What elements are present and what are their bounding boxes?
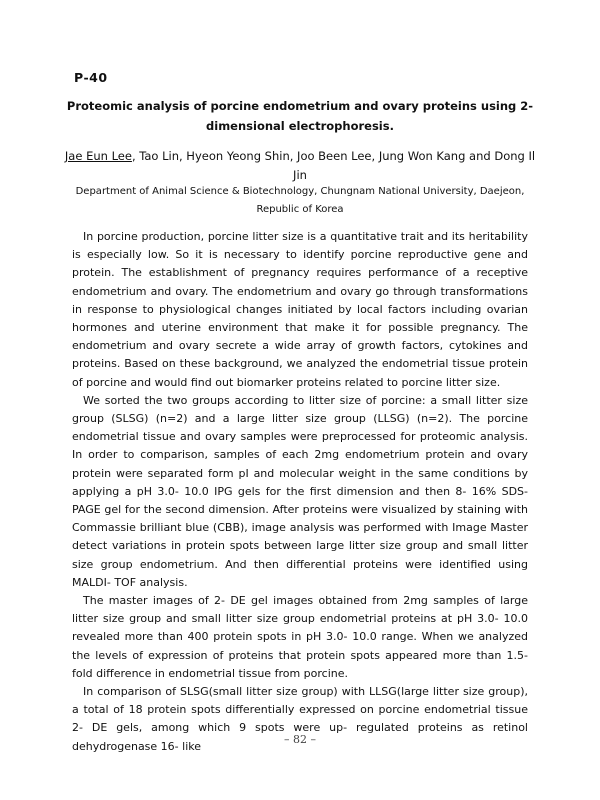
presenting-author: Jae Eun Lee [64,149,132,163]
abstract-paragraph-4: In comparison of SLSG(small litter size group) with LLSG(large litter size group), a total of 18 protein spots differentially expressed on porcine endometrial tissue 2- DE gels, among which 9 spots were up- regulated proteins as retinol dehydrogenase 16- like [72,685,528,753]
paper-title: Proteomic analysis of porcine endometrium and ovary proteins using 2- dimensional electrophoresis. [66,99,534,133]
abstract-body [72,228,528,756]
poster-id: P-40 [74,70,108,85]
abstract-paragraph-2: We sorted the two groups according to litter size of porcine: a small litter size group (SLSG) (n=2) and a large litter size group (LLSG) (n=2). The porcine endometrial tissue and ovary samples were preprocessed for proteomic analysis. In order to comparison, samples of each 2mg endometrium protein and ovary protein were separated form pI and molecular weight in the same conditions by applying a pH 3.0- 10.0 IPG gels for the first dimension and then 8- 16% SDS- PAGE gel for the second dimension. After proteins were visualized by staining with Commassie brilliant blue (CBB), image analysis was performed with Image Master detect variations in protein spots between large litter size group and small litter size group endometrium. And then differential proteins were identified using MALDI- TOF analysis. [72,393,528,589]
affiliation: Department of Animal Science & Biotechnology, Chungnam National University, Daejeon, Republic of Korea [75,186,525,215]
co-authors: , Tao Lin, Hyeon Yeong Shin, Joo Been Lee, Jung Won Kang and Dong Il Jin [131,149,536,182]
abstract-paragraph-3: The master images of 2- DE gel images obtained from 2mg samples of large litter size group and small litter size group endometrial proteins at pH 3.0- 10.0 revealed more than 400 protein spots in pH 3.0- 10.0 range. When we analyzed the levels of expression of proteins that protein spots appeared more than 1.5- fold difference in endometrial tissue from porcine. [72,594,528,680]
page-number: – 82 – [284,733,316,746]
abstract-paragraph-1: In porcine production, porcine litter size is a quantitative trait and its heritability is especially low. So it is necessary to identify porcine reproductive gene and protein. The establishment of pregnancy requires performance of a receptive endometrium and ovary. The endometrium and ovary go through transformations in response to physiological changes initiated by local factors including ovarian hormones and uterine environment that make it for possible pregnancy. The endometrium and ovary secrete a wide array of growth factors, cytokines and proteins. Based on these background, we analyzed the endometrial tissue protein of porcine and would find out biomarker proteins related to porcine litter size. [72,230,528,389]
author-list [62,147,538,185]
